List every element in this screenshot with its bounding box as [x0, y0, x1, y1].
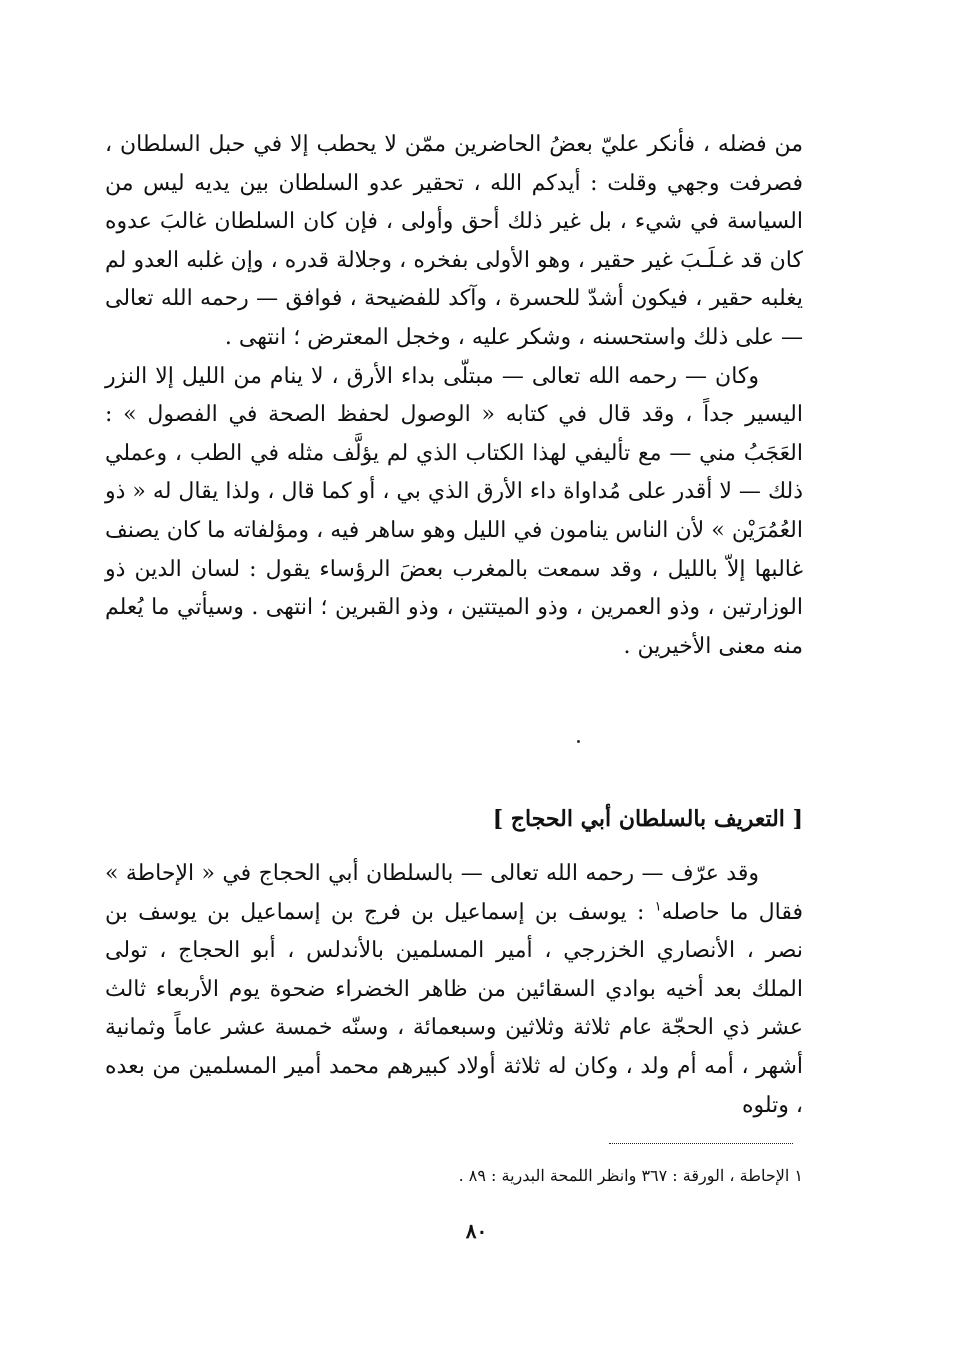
paragraph-2: وكان — رحمه الله تعالى — مبتلّى بداء الأرق ، لا ينام من الليل إلا النزر اليسير جداً ، وقد قال في كتابه « الوصول لحفظ الصحة في الفصول » : العَجَبُ مني — مع تأليفي لهذا الكتاب الذي لم يؤلَّف مثله في الطب ، وعملي ذلك — لا أقدر على مُداواة داء الأرق الذي بي ، أو كما قال ، ولذا يقال له « ذو العُمُرَيْن » لأن الناس ينامون في الليل وهو ساهر فيه ، ومؤلفاته ما كان يصنف غالبها إلاّ بالليل ، وقد سمعت بالمغرب بعضَ الرؤساء يقول : لسان الدين ذو الوزارتين ، وذو العمرين ، وذو الميتتين ، وذو القبرين ؛ انتهى . وسيأتي ما يُعلم منه معنى الأخيرين .	[105, 363, 803, 659]
ink-speck	[577, 740, 580, 743]
footnote	[105, 1163, 803, 1189]
footnote-text: الإحاطة ، الورقة : ٣٦٧ وانظر اللمحة البدرية : ٨٩ .	[458, 1166, 790, 1185]
section-heading: [ التعريف بالسلطان أبي الحجاج ]	[492, 806, 803, 832]
footnote-reference: ١	[654, 899, 662, 915]
paragraph-3-rest: : يوسف بن إسماعيل بن فرج بن إسماعيل بن يوسف بن نصر ، الأنصاري الخزرجي ، أمير المسلمين بالأندلس ، أبو الحجاج ، تولى الملك بعد أخيه بوادي السقائين من ظاهر الخضراء ضحوة يوم الأربعاء ثالث عشر ذي الحجّة عام ثلاثة وثلاثين وسبعمائة ، وسنّه خمسة عشر عاماً وثمانية أشهر ، أمه أم ولد ، وكان له ثلاثة أولاد كبيرهم محمد أمير المسلمين من بعده ، وتلوه	[105, 899, 804, 1118]
paragraph-3-start: وقد عرّف — رحمه الله تعالى — بالسلطان أبي الحجاج في « الإحاطة » فقال ما حاصله	[105, 861, 803, 925]
section-text	[105, 855, 803, 1125]
page-number: ٨٠	[465, 1219, 488, 1243]
footnote-separator	[609, 1143, 793, 1144]
body-text	[105, 126, 803, 666]
footnote-marker: ١	[794, 1166, 803, 1185]
paragraph-3	[105, 855, 803, 1125]
paragraph-1: من فضله ، فأنكر عليّ بعضُ الحاضرين ممّن لا يحطب إلا في حبل السلطان ، فصرفت وجهي وقلت : أيدكم الله ، تحقير عدو السلطان بين يديه ليس من السياسة في شيء ، بل غير ذلك أحق وأولى ، فإن كان السلطان غالبَ عدوه كان قد غـلَـبَ غير حقير ، وهو الأولى بفخره ، وجلالة قدره ، وإن غلبه العدو لم يغلبه حقير ، فيكون أشدّ للحسرة ، وآكد للفضيحة ، فوافق — رحمه الله تعالى — على ذلك واستحسنه ، وشكر عليه ، وخجل المعترض ؛ انتهى .	[105, 132, 803, 350]
